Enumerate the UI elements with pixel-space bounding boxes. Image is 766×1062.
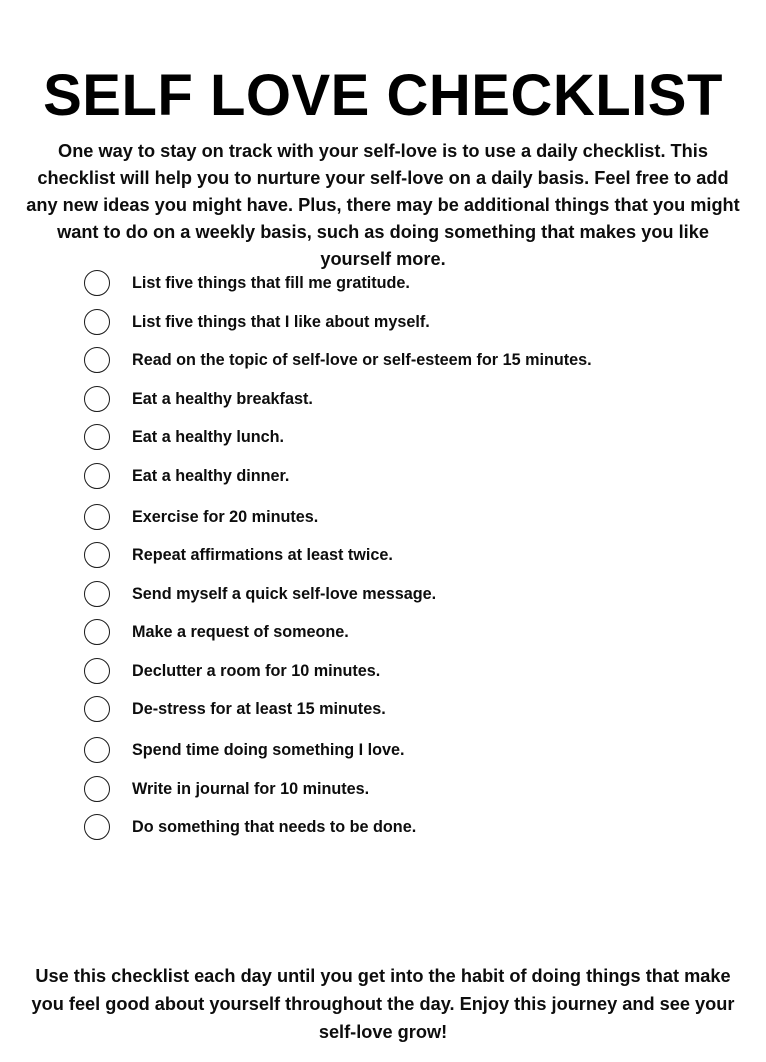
checklist-items <box>84 268 684 851</box>
checkbox-circle-icon[interactable] <box>84 504 110 530</box>
checkbox-circle-icon[interactable] <box>84 776 110 802</box>
checklist-item-label: Eat a healthy lunch. <box>132 428 285 446</box>
checkbox-circle-icon[interactable] <box>84 270 110 296</box>
checklist-row[interactable] <box>84 617 684 647</box>
checklist-row[interactable] <box>84 345 684 375</box>
checklist-item-label: List five things that I like about myself. <box>132 312 430 331</box>
checkbox-circle-icon[interactable] <box>84 347 110 373</box>
checkbox-circle-icon[interactable] <box>84 737 110 763</box>
checklist-row[interactable] <box>84 656 684 686</box>
checklist-item-label: List five things that fill me gratitude. <box>132 274 410 292</box>
checklist-item-label: Write in journal for 10 minutes. <box>132 779 370 798</box>
checkbox-circle-icon[interactable] <box>84 619 110 645</box>
checkbox-circle-icon[interactable] <box>84 542 110 568</box>
checklist-row[interactable] <box>84 307 684 337</box>
checklist-item-label: Declutter a room for 10 minutes. <box>132 661 381 680</box>
checklist-item-label: Make a request of someone. <box>132 623 349 641</box>
checklist-row[interactable] <box>84 540 684 570</box>
checklist-item-label: Send myself a quick self-love message. <box>132 584 437 603</box>
checklist-item-label: Eat a healthy dinner. <box>132 466 290 485</box>
checklist-item-label: Read on the topic of self-love or self-esteem for 15 minutes. <box>132 351 592 369</box>
checklist-item-label: Spend time doing something I love. <box>132 741 405 759</box>
checklist-row[interactable] <box>84 461 684 491</box>
checklist-row[interactable] <box>84 422 684 452</box>
checkbox-circle-icon[interactable] <box>84 386 110 412</box>
checklist-item-label: Do something that needs to be done. <box>132 818 417 836</box>
checkbox-circle-icon[interactable] <box>84 696 110 722</box>
checklist-row[interactable] <box>84 735 684 765</box>
checkbox-circle-icon[interactable] <box>84 309 110 335</box>
checkbox-circle-icon[interactable] <box>84 658 110 684</box>
page-title: SELF LOVE CHECKLIST <box>43 62 723 128</box>
checkbox-circle-icon[interactable] <box>84 424 110 450</box>
checklist-row[interactable] <box>84 579 684 609</box>
checkbox-circle-icon[interactable] <box>84 581 110 607</box>
footer-paragraph: Use this checklist each day until you get into the habit of doing things that make you feel good about yourself throughout the day. Enjoy this journey and see your self-love grow! <box>31 966 735 1043</box>
checklist-row[interactable] <box>84 268 684 298</box>
checklist-row[interactable] <box>84 694 684 724</box>
checklist-row[interactable] <box>84 502 684 532</box>
checklist-row[interactable] <box>84 384 684 414</box>
checklist-item-label: Repeat affirmations at least twice. <box>132 546 393 564</box>
checklist-item-label: Eat a healthy breakfast. <box>132 389 313 408</box>
checklist-row[interactable] <box>84 774 684 804</box>
checkbox-circle-icon[interactable] <box>84 814 110 840</box>
checklist-row[interactable] <box>84 812 684 842</box>
checklist-item-label: Exercise for 20 minutes. <box>132 507 319 526</box>
checklist-item-label: De-stress for at least 15 minutes. <box>132 700 386 718</box>
intro-paragraph: One way to stay on track with your self-love is to use a daily checklist. This checklist will help you to nurture your self-love on a daily basis. Feel free to add any new ideas you might have. Plus, there may be additional things that you might want to do on a weekly basis, such as doing something that makes you like yourself more. <box>26 141 740 270</box>
checkbox-circle-icon[interactable] <box>84 463 110 489</box>
